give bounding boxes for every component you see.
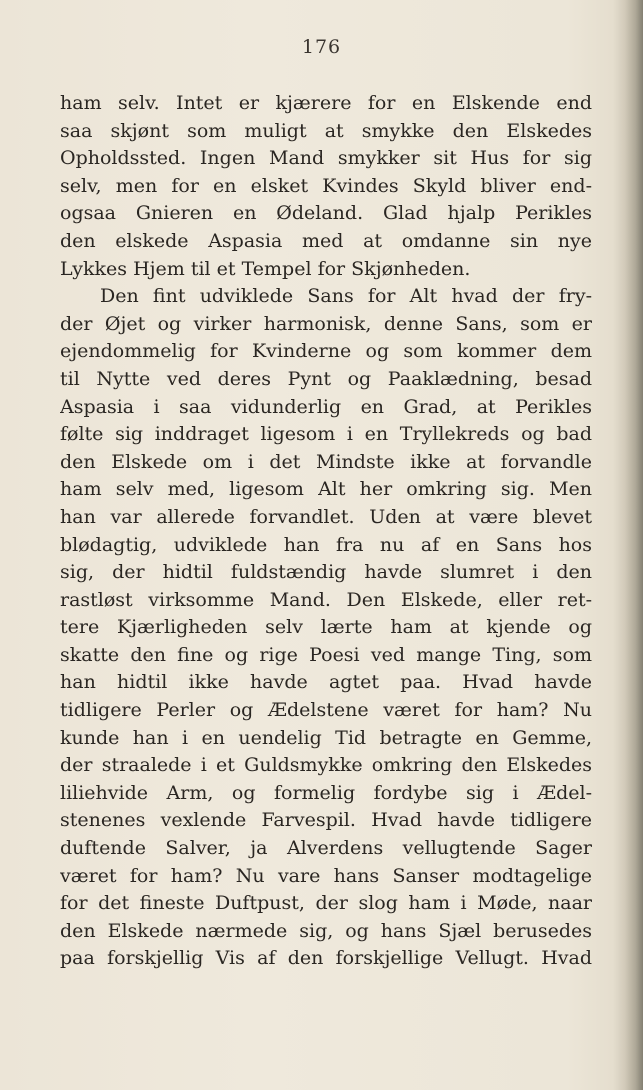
text-line: tere Kjærligheden selv lærte ham at kjende og — [60, 616, 592, 639]
text-line: stenenes vexlende Farvespil. Hvad havde tidligere — [60, 809, 592, 832]
text-line: til Nytte ved deres Pynt og Paaklædning, besad — [60, 367, 592, 390]
text-line: været for ham? Nu vare hans Sanser modtagelige — [60, 864, 592, 887]
text-line: selv, men for en elsket Kvindes Skyld bliver end- — [60, 174, 592, 197]
text-line: sig, der hidtil fuldstændig havde slumret i den — [60, 561, 592, 584]
paragraph-start-line: Den fint udviklede Sans for Alt hvad der fry- — [100, 285, 592, 308]
text-line: der straalede i et Guldsmykke omkring den Elskedes — [60, 754, 592, 777]
text-line: liliehvide Arm, og formelig fordybe sig i Ædel- — [60, 781, 592, 804]
text-line: ogsaa Gnieren en Ødeland. Glad hjalp Perikles — [60, 202, 592, 225]
text-line: for det fineste Duftpust, der slog ham i Møde, naar — [60, 892, 592, 915]
text-line: kunde han i en uendelig Tid betragte en Gemme, — [60, 726, 592, 749]
page-edge-shadow — [613, 0, 643, 1090]
text-line: rastløst virksomme Mand. Den Elskede, eller ret- — [60, 588, 592, 611]
body-text — [60, 90, 592, 973]
text-line: han var allerede forvandlet. Uden at være blevet — [60, 505, 592, 528]
text-line: Opholdssted. Ingen Mand smykker sit Hus for sig — [60, 147, 592, 170]
page-number: 176 — [301, 36, 342, 58]
text-line: den elskede Aspasia med at omdanne sin nye — [60, 229, 592, 252]
text-line: han hidtil ikke havde agtet paa. Hvad havde — [60, 671, 592, 694]
text-line: der Øjet og virker harmonisk, denne Sans, som er — [60, 312, 592, 335]
text-line: ham selv. Intet er kjærere for en Elskende end — [60, 92, 592, 114]
text-line: følte sig inddraget ligesom i en Tryllekreds og bad — [60, 423, 592, 446]
text-line: den Elskede om i det Mindste ikke at forvandle — [60, 450, 592, 473]
text-line: Lykkes Hjem til et Tempel for Skjønheden. — [60, 257, 471, 280]
text-line: paa forskjellig Vis af den forskjellige Vellugt. Hvad — [60, 947, 592, 970]
text-line: ejendommelig for Kvinderne og som kommer dem — [60, 340, 592, 363]
text-line: den Elskede nærmede sig, og hans Sjæl berusedes — [60, 919, 592, 942]
text-line: Aspasia i saa vidunderlig en Grad, at Perikles — [60, 395, 592, 418]
text-line: ham selv med, ligesom Alt her omkring sig. Men — [60, 478, 592, 501]
text-line: blødagtig, udviklede han fra nu af en Sans hos — [60, 533, 592, 556]
text-line: saa skjønt som muligt at smykke den Elskedes — [60, 119, 592, 142]
text-line: skatte den fine og rige Poesi ved mange Ting, som — [60, 643, 592, 666]
text-line: duftende Salver, ja Alverdens vellugtende Sager — [60, 837, 592, 860]
text-line: tidligere Perler og Ædelstene været for ham? Nu — [60, 699, 592, 722]
